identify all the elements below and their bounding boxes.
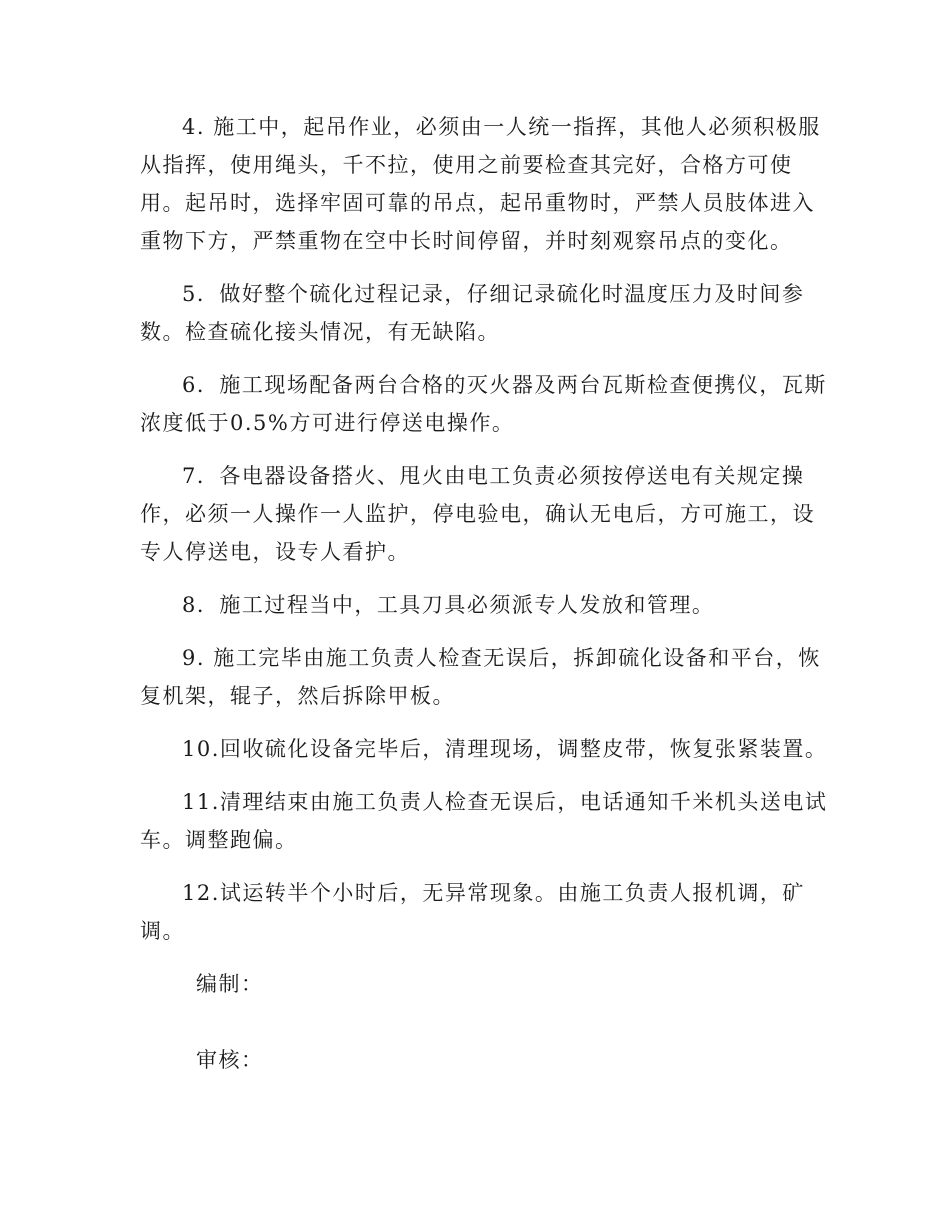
step-5-paragraph (140, 275, 808, 351)
document-page (140, 108, 828, 1117)
reviewed-by-label: 审核： (196, 1048, 264, 1072)
step-4-line-4: 重物下方，严禁重物在空中长时间停留，并时刻观察吊点的变化。 (140, 229, 793, 253)
step-10-paragraph (140, 730, 828, 768)
step-8-paragraph (140, 586, 808, 624)
step-12-paragraph (140, 874, 808, 950)
step-9-line-2: 复机架，辊子，然后拆除甲板。 (140, 684, 455, 708)
step-11-paragraph (140, 783, 828, 859)
step-4-line-3: 用。起吊时，选择牢固可靠的吊点，起吊重物时，严禁人员肢体进入 (140, 191, 815, 215)
step-11-line-2: 车。调整跑偏。 (140, 828, 298, 852)
step-5-line-1: 5．做好整个硫化过程记录，仔细记录硫化时温度压力及时间参 (182, 282, 805, 306)
step-7-paragraph (140, 457, 815, 571)
step-7-line-1: 7．各电器设备搭火、甩火由电工负责必须按停送电有关规定操 (182, 464, 805, 488)
step-11-line-1: 11.清理结束由施工负责人检查无误后，电话通知千米机头送电试 (182, 790, 828, 814)
step-7-line-3: 专人停送电，设专人看护。 (140, 540, 410, 564)
step-9-paragraph (140, 639, 821, 715)
step-12-line-1: 12.试运转半个小时后，无异常现象。由施工负责人报机调，矿 (182, 881, 805, 905)
step-6-line-1: 6．施工现场配备两台合格的灭火器及两台瓦斯检查便携仪，瓦斯 (182, 373, 827, 397)
step-4-line-1: 4. 施工中，起吊作业，必须由一人统一指挥，其他人必须积极服 (182, 115, 821, 139)
step-7-line-2: 作，必须一人操作一人监护，停电验电，确认无电后，方可施工，设 (140, 502, 815, 526)
compiled-by-label: 编制： (196, 972, 264, 996)
step-10-line-1: 10.回收硫化设备完毕后，清理现场，调整皮带，恢复张紧装置。 (182, 737, 828, 761)
step-6-line-2: 浓度低于0.5%方可进行停送电操作。 (140, 411, 515, 435)
step-4-paragraph (140, 108, 821, 260)
step-9-line-1: 9. 施工完毕由施工负责人检查无误后，拆卸硫化设备和平台，恢 (182, 646, 821, 670)
step-5-line-2: 数。检查硫化接头情况，有无缺陷。 (140, 320, 500, 344)
step-4-line-2: 从指挥，使用绳头，千不拉，使用之前要检查其完好，合格方可使 (140, 153, 793, 177)
step-6-paragraph (140, 366, 827, 442)
step-12-line-2: 调。 (140, 919, 185, 943)
step-8-line-1: 8．施工过程当中，工具刀具必须派专人发放和管理。 (182, 593, 715, 617)
